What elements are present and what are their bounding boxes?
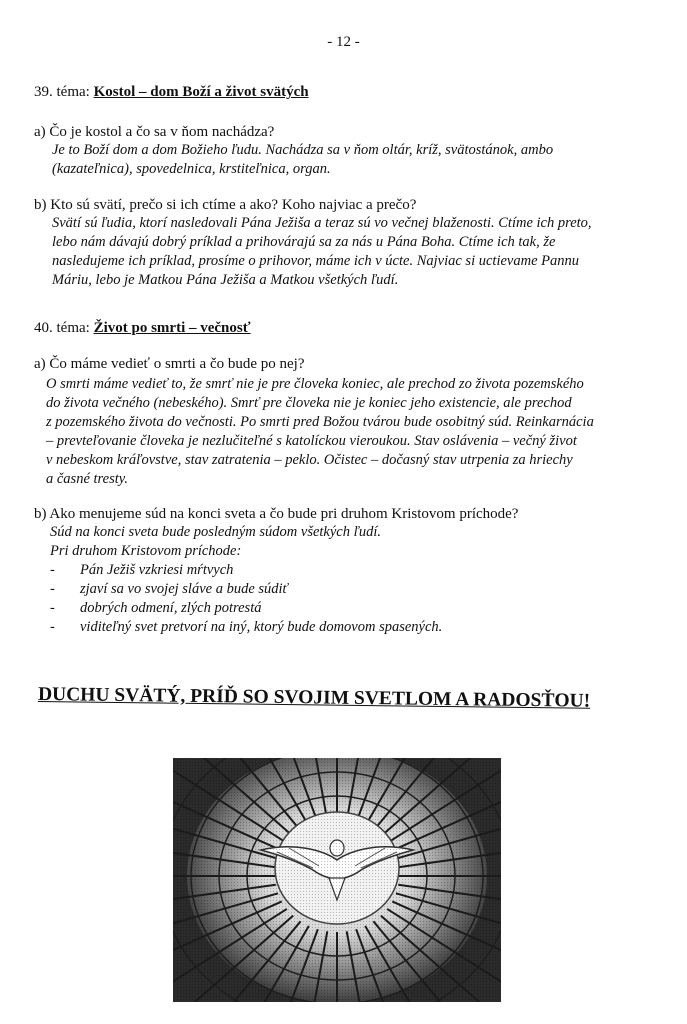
answer-line: O smrti máme vedieť to, že smrť nie je pre človeka koniec, ale prechod zo života pozemského [46,376,584,392]
topic-40-question-a: a) Čo máme vedieť o smrti a čo bude po nej? [34,356,305,372]
bullet-text: zjaví sa vo svojej sláve a bude súdiť [80,581,288,597]
bullet-text: Pán Ježiš vzkriesi mŕtvych [80,562,234,578]
topic-39-answer-a [52,141,553,179]
answer-line: a časné tresty. [46,471,129,487]
topic-40-question-b: b) Ako menujeme súd na konci sveta a čo bude pri druhom Kristovom príchode? [34,506,519,522]
topic-40-prefix: 40. téma: [34,320,94,336]
list-item [50,599,442,618]
topic-39-question-b: b) Kto sú svätí, prečo si ich ctíme a ako? Koho najviac a prečo? [34,197,417,213]
list-item [50,618,442,637]
answer-line: lebo nám dávajú dobrý príklad a prihovárajú sa za nás u Pána Boha. Ctíme ich tak, že [52,234,556,250]
holy-spirit-dove-image [173,758,501,1002]
answer-line: Máriu, lebo je Matkou Pána Ježiša a Matkou všetkých ľudí. [52,272,399,288]
topic-40-heading [34,320,251,337]
list-item [50,580,442,599]
closing-prayer-banner: DUCHU SVÄTÝ, PRÍĎ SO SVOJIM SVETLOM A RADOSŤOU! [37,684,591,712]
answer-line: v nebeskom kráľovstve, stav zatratenia – peklo. Očistec – dočasný stav utrpenia za hriechy [46,452,573,468]
topic-40-bullet-list [50,561,442,637]
answer-line: do života večného (nebeského). Smrť pre človeka nie je koniec jeho existencie, ale prechod [46,395,572,411]
page-number: - 12 - [327,34,360,50]
holy-spirit-dove-stained-glass-icon [173,758,501,1002]
topic-39-prefix: 39. téma: [34,84,94,100]
answer-line: z pozemského života do večnosti. Po smrti pred Božou tvárou bude osobitný súd. Reinkarnácia [46,414,594,430]
topic-39-heading [34,84,309,101]
topic-39-answer-b [52,214,592,290]
topic-40-answer-b [50,523,381,561]
answer-line: – prevteľovanie človeka je nezlučiteľné s katolíckou vieroukou. Stav oslávenia – večný život [46,433,577,449]
bullet-text: viditeľný svet pretvorí na iný, ktorý bude domovom spasených. [80,619,443,635]
answer-line: Súd na konci sveta bude posledným súdom všetkých ľudí. [50,524,382,540]
bullet-dash: - [50,600,55,616]
topic-39-question-a: a) Čo je kostol a čo sa v ňom nachádza? [34,124,275,140]
bullet-dash: - [50,619,55,635]
answer-line: Je to Boží dom a dom Božieho ľudu. Nachádza sa v ňom oltár, kríž, svätostánok, ambo [52,142,554,158]
bullet-dash: - [50,562,55,578]
answer-line: nasledujeme ich príklad, prosíme o prihovor, máme ich v úcte. Najviac si uctievame Pannu [52,253,579,269]
bullet-text: dobrých odmení, zlých potrestá [80,600,262,616]
answer-line: Pri druhom Kristovom príchode: [50,543,242,559]
answer-line: (kazateľnica), spovedelnica, krstiteľnica, organ. [52,161,331,177]
answer-line: Svätí sú ľudia, ktorí nasledovali Pána Ježiša a teraz sú vo večnej blaženosti. Ctíme ich preto, [52,215,592,231]
bullet-dash: - [50,581,55,597]
topic-39-title: Kostol – dom Boží a život svätých [93,84,309,100]
list-item [50,561,442,580]
topic-40-title: Život po smrti – večnosť [93,320,251,336]
topic-40-answer-a [46,375,594,489]
